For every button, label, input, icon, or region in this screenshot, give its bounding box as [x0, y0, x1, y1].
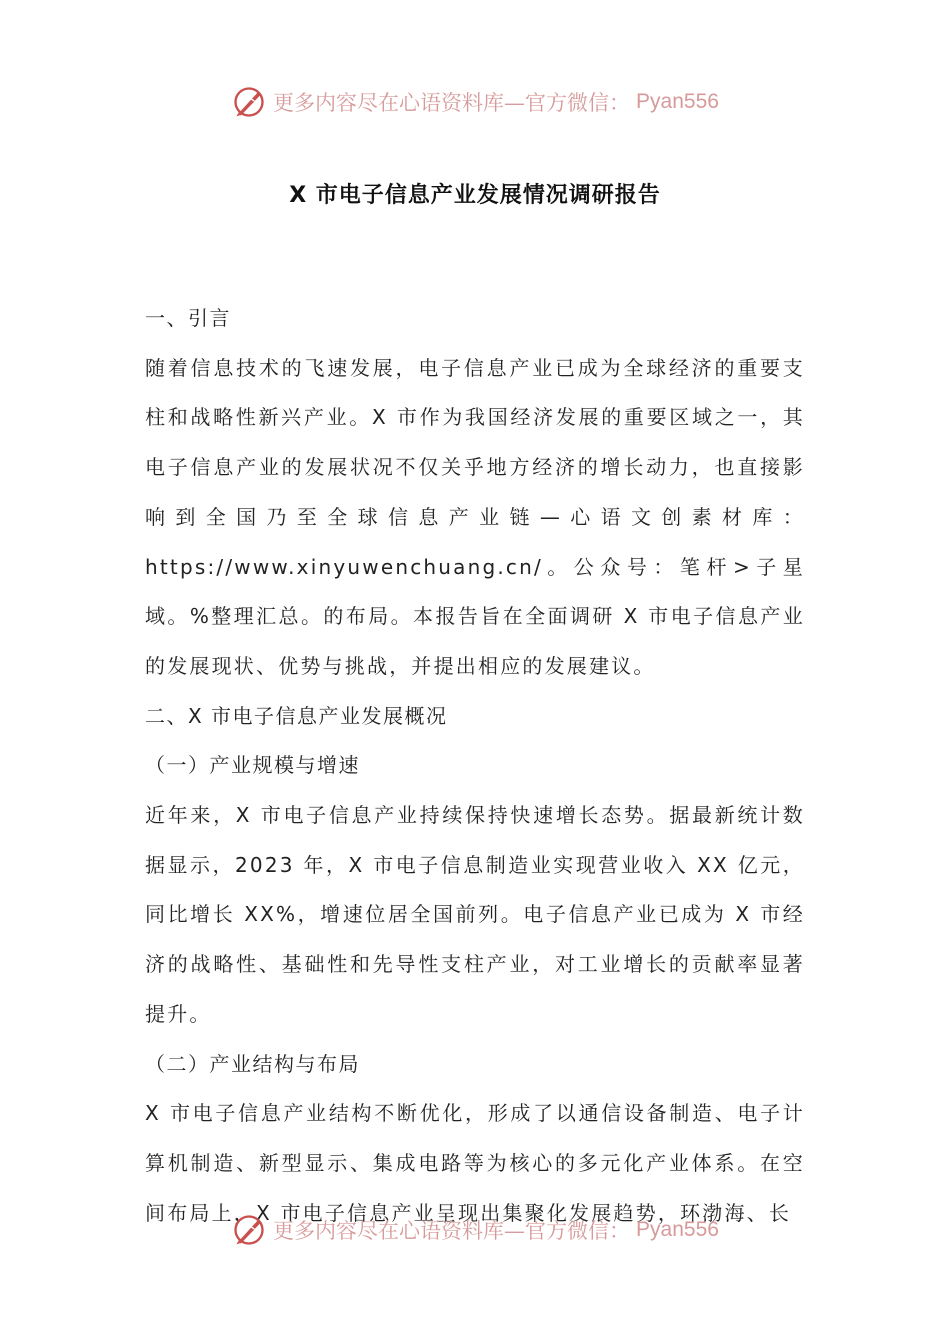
watermark-text: 更多内容尽在心语资料库—官方微信： [273, 91, 631, 115]
subsection-heading-scale: （一）产业规模与增速 [145, 753, 360, 778]
footer-watermark [0, 1208, 950, 1252]
document-body [145, 294, 805, 1238]
paragraph-structure: X 市电子信息产业结构不断优化，形成了以通信设备制造、电子计算机制造、新型显示、集成电路等为核心的多元化产业体系。在空间布局上，X 市电子信息产业呈现出集聚化发展趋势，环渤海、长 [145, 1101, 805, 1225]
document-title: X 市电子信息产业发展情况调研报告 [289, 183, 661, 208]
section-heading-intro: 一、引言 [145, 306, 231, 330]
pen-logo-icon [231, 1212, 267, 1248]
watermark-wechat-id: Pyan556 [636, 90, 719, 113]
watermark-text: 更多内容尽在心语资料库—官方微信： [273, 1219, 631, 1243]
paragraph-intro: 随着信息技术的飞速发展，电子信息产业已成为全球经济的重要支柱和战略性新兴产业。X 市作为我国经济发展的重要区域之一，其电子信息产业的发展状况不仅关乎地方经济的增长动力，也直接影响到全国乃至全球信息产业链—心语文创素材库：https://www.xinyuwenchuang.cn/。公众号：笔杆>子星域。%整理汇总。的布局。本报告旨在全面调研 X 市电子信息产业的发展现状、优势与挑战，并提出相应的发展建议。 [145, 355, 805, 678]
subsection-heading-structure: （二）产业结构与布局 [145, 1051, 360, 1076]
header-watermark [0, 80, 950, 124]
paragraph-scale: 近年来，X 市电子信息产业持续保持快速增长态势。据最新统计数据显示，2023 年，X 市电子信息制造业实现营业收入 XX 亿元，同比增长 XX%，增速位居全国前列。电子信息产业已成为 X 市经济的战略性、基础性和先导性支柱产业，对工业增长的贡献率显著提升。 [145, 803, 805, 1026]
watermark-wechat-id: Pyan556 [636, 1218, 719, 1241]
pen-logo-icon [231, 84, 267, 120]
section-heading-overview: 二、X 市电子信息产业发展概况 [145, 703, 448, 728]
